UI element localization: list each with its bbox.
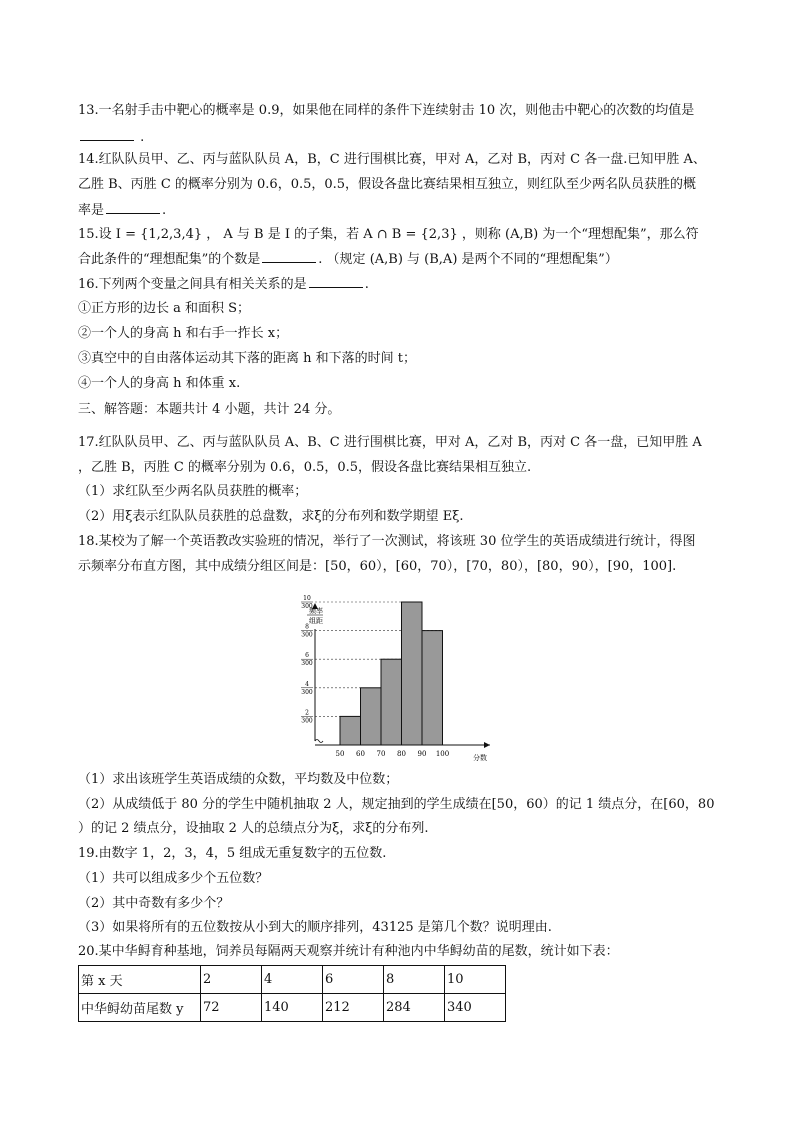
histogram-bar: [340, 716, 361, 745]
y-axis-label-bottom: 组距: [309, 617, 323, 625]
chart-bars: [340, 602, 443, 745]
table-row-header: 第 x 天: [79, 966, 201, 994]
table-cell: 6: [323, 966, 384, 994]
table-cell: 10: [445, 966, 506, 994]
x-tick-label: 80: [397, 750, 406, 758]
histogram-bar: [381, 659, 402, 745]
histogram-bar: [402, 602, 423, 745]
x-tick-label: 100: [435, 750, 450, 758]
answer-blank[interactable]: [106, 200, 160, 214]
q16-option-1: ①正方形的边长 a 和面积 S；: [78, 301, 251, 316]
q16-option-3: ③真空中的自由落体运动其下落的距离 h 和下落的时间 t；: [78, 351, 416, 366]
answer-blank[interactable]: [309, 274, 363, 288]
x-tick-label: 90: [417, 750, 427, 758]
q15-line2-head: 合此条件的“理想配集”的个数是: [78, 252, 261, 267]
q16-line1: [78, 274, 369, 295]
q18-sub2b: ）的记 2 绩点分，设抽取 2 人的总绩点分为ξ，求ξ的分布列.: [78, 821, 429, 836]
q14-line3-head: 率是: [78, 203, 105, 218]
table-cell: 72: [201, 994, 262, 1022]
y-axis-label-top: 频率: [309, 607, 323, 615]
table-cell: 140: [262, 994, 323, 1022]
answer-blank[interactable]: [80, 127, 134, 141]
table-cell: 340: [445, 994, 506, 1022]
x-axis-arrow: [484, 742, 490, 748]
q19-line1: 19.由数字 1，2，3，4，5 组成无重复数字的五位数.: [78, 846, 387, 861]
q18-line1: 18.某校为了解一个英语教改实验班的情况，举行了一次测试，将该班 30 位学生的英语成绩进行统计，得图: [78, 534, 696, 549]
q19-sub2: （2）其中奇数有多少个？: [78, 896, 230, 911]
x-tick-label: 70: [376, 750, 386, 758]
q17-sub1: （1）求红队至少两名队员获胜的概率；: [78, 484, 308, 499]
q14-line3-tail: .: [162, 203, 167, 218]
x-tick-label: 50: [335, 750, 345, 758]
y-tick-denominator: 300: [301, 631, 313, 639]
q14-line1: 14.红队队员甲、乙、丙与蓝队队员 A，B，C 进行围棋比赛，甲对 A，乙对 B，丙对 C 各一盘.已知甲胜 A、: [78, 152, 706, 167]
table-cell: 8: [384, 966, 445, 994]
y-tick-denominator: 300: [301, 603, 313, 610]
table-row: [79, 994, 506, 1022]
y-tick-numerator: 6: [305, 652, 309, 660]
q20-line1: 20.某中华鲟育种基地，饲养员每隔两天观察并统计有种池内中华鲟幼苗的尾数，统计如下表：: [78, 944, 619, 959]
q19-sub3: （3）如果将所有的五位数按从小到大的顺序排列，43125 是第几个数？说明理由.: [78, 920, 552, 935]
q15-line2-tail: . （规定 (A,B) 与 (B,A) 是两个不同的“理想配集”）: [318, 252, 618, 267]
table-cell: 284: [384, 994, 445, 1022]
q14-line2: 乙胜 B、丙胜 C 的概率分别为 0.6，0.5，0.5，假设各盘比赛结果相互独立，则红队至少两名队员获胜的概: [78, 177, 697, 192]
table-cell: 212: [323, 994, 384, 1022]
histogram-bar: [422, 631, 443, 745]
q14-line3: [78, 200, 166, 221]
y-tick-denominator: 300: [301, 688, 313, 696]
x-axis-label: 分数: [473, 754, 487, 762]
table-row: [79, 966, 506, 994]
q13-line2: [78, 127, 144, 148]
table-cell: 4: [262, 966, 323, 994]
y-tick-denominator: 300: [301, 660, 313, 668]
q18-sub1: （1）求出该班学生英语成绩的众数，平均数及中位数；: [78, 772, 399, 787]
q13-line2-tail: .: [140, 130, 145, 145]
q17-sub2: （2）用ξ表示红队队员获胜的总盘数，求ξ的分布列和数学期望 Eξ.: [78, 509, 464, 524]
y-tick-numerator: 4: [305, 680, 309, 688]
x-tick-label: 60: [356, 750, 365, 758]
section-heading: 三、解答题：本题共计 4 小题，共计 24 分。: [78, 402, 341, 417]
y-tick-numerator: 10: [303, 595, 311, 602]
answer-blank[interactable]: [262, 249, 316, 263]
q16-option-2: ②一个人的身高 h 和右手一拃长 x；: [78, 326, 289, 341]
table-row-header: 中华鲟幼苗尾数 y: [79, 994, 201, 1022]
q15-line2: [78, 249, 618, 270]
data-table: [78, 965, 506, 1022]
y-tick-numerator: 8: [305, 623, 309, 631]
q17-line1: 17.红队队员甲、乙、丙与蓝队队员 A、B、C 进行围棋比赛，甲对 A，乙对 B，丙对 C 各一盘，已知甲胜 A: [78, 435, 702, 450]
q16-line1-head: 16.下列两个变量之间具有相关关系的是: [78, 277, 307, 292]
q13-line1: 13.一名射手击中靶心的概率是 0.9，如果他在同样的条件下连续射击 10 次，则他击中靶心的次数的均值是: [78, 103, 695, 118]
q19-sub1: （1）共可以组成多少个五位数？: [78, 871, 269, 886]
q15-line1: 15.设 I = {1,2,3,4} ， A 与 B 是 I 的子集，若 A ∩ B = {2,3} ，则称 (A,B) 为一个“理想配集”，那么符: [78, 227, 699, 242]
table-cell: 2: [201, 966, 262, 994]
q17-line2: ，乙胜 B，丙胜 C 的概率分别为 0.6，0.5，0.5，假设各盘比赛结果相互独立.: [78, 460, 532, 475]
q18-sub2a: （2）从成绩低于 80 分的学生中随机抽取 2 人，规定抽到的学生成绩在[50，60）的记 1 绩点分，在[60，80: [78, 797, 715, 812]
frequency-histogram: [285, 595, 495, 765]
y-tick-denominator: 300: [301, 717, 313, 725]
y-tick-numerator: 2: [305, 709, 309, 717]
histogram-bar: [361, 688, 382, 745]
q16-option-4: ④一个人的身高 h 和体重 x.: [78, 376, 241, 391]
q18-line2: 示频率分布直方图，其中成绩分组区间是：[50，60），[60，70），[70，80），[80，90），[90，100].: [78, 559, 677, 574]
axis-break-mark: [315, 740, 323, 743]
q16-line1-tail: .: [364, 277, 369, 292]
